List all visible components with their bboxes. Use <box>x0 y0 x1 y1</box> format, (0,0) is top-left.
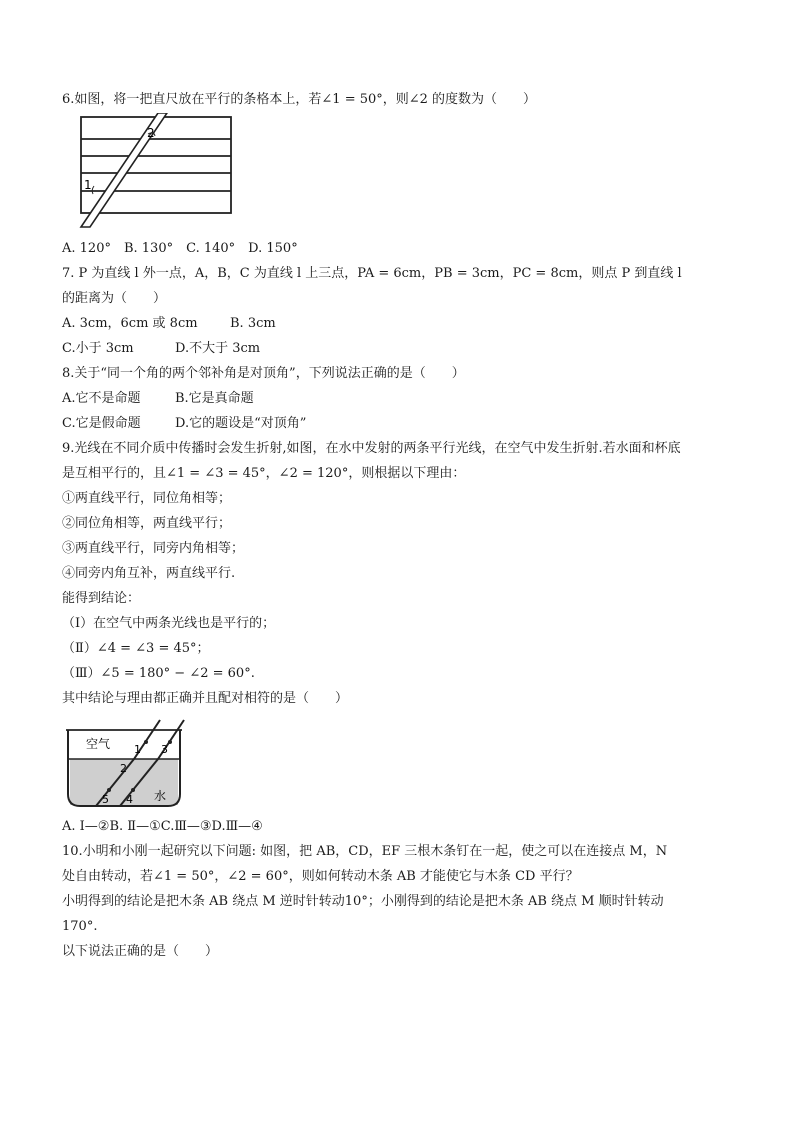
angle-1-label: 1 <box>134 743 141 756</box>
q9-question: 其中结论与理由都正确并且配对相符的是（ ） <box>62 691 349 706</box>
angle-4-label: 4 <box>126 793 133 806</box>
q8-option-b: B.它是真命题 <box>175 391 254 406</box>
air-label: 空气 <box>86 737 111 751</box>
q9-options: A. Ⅰ—②B. Ⅱ—①C.Ⅲ—③D.Ⅲ—④ <box>62 819 263 834</box>
q9-conclusion-1: （Ⅰ）在空气中两条光线也是平行的； <box>62 616 276 631</box>
angle-5-label: 5 <box>102 793 109 806</box>
q9-reason-3: ③两直线平行，同旁内角相等； <box>62 541 245 556</box>
angle-2-label: 2 <box>147 126 155 140</box>
q10-stem-line2: 处自由转动，若∠1 = 50°，∠2 = 60°，则如何转动木条 AB 才能使它与木条 CD 平行？ <box>62 869 579 884</box>
q7-option-d: D.不大于 3cm <box>175 341 261 356</box>
ray-right-dot <box>131 788 135 792</box>
q7-stem-line2: 的距离为（ ） <box>62 291 167 306</box>
q10-stem-line3: 小明得到的结论是把木条 AB 绕点 M 逆时针转动10°；小刚得到的结论是把木条 AB 绕点 M 顺时针转动 <box>62 894 664 909</box>
q9-stem-line2: 是互相平行的，且∠1 = ∠3 = 45°，∠2 = 120°，则根据以下理由： <box>62 466 466 481</box>
q6-options: A. 120° B. 130° C. 140° D. 150° <box>62 241 298 256</box>
water-label: 水 <box>154 789 167 803</box>
q9-stem-line1: 9.光线在不同介质中传播时会发生折射,如图，在水中发射的两条平行光线，在空气中发生折射.若水面和杯底 <box>62 441 681 456</box>
q7-option-a: A. 3cm，6cm 或 8cm <box>62 316 198 331</box>
angle-2-label: 2 <box>120 762 127 775</box>
q8-option-c: C.它是假命题 <box>62 416 141 431</box>
q9-conclusion-2: （Ⅱ）∠4 = ∠3 = 45°； <box>62 641 210 656</box>
q9-refraction-figure <box>62 716 192 811</box>
q8-option-a: A.它不是命题 <box>62 391 141 406</box>
q10-stem-line1: 10.小明和小刚一起研究以下问题: 如图，把 AB，CD，EF 三根木条钉在一起，使之可以在连接点 M，N <box>62 844 668 859</box>
q10-question: 以下说法正确的是（ ） <box>62 944 219 959</box>
ray-right-air-dot <box>168 740 172 744</box>
q9-reason-2: ②同位角相等，两直线平行； <box>62 516 232 531</box>
q7-option-b: B. 3cm <box>230 316 276 331</box>
angle-1-label: 1 <box>84 178 92 192</box>
q9-conclusion-intro: 能得到结论： <box>62 591 141 606</box>
q9-reason-1: ①两直线平行，同位角相等； <box>62 491 232 506</box>
angle-3-label: 3 <box>161 743 168 756</box>
q9-reason-4: ④同旁内角互补，两直线平行. <box>62 566 236 581</box>
q7-option-c: C.小于 3cm <box>62 341 134 356</box>
q7-stem-line1: 7. P 为直线 l 外一点，A，B，C 为直线 l 上三点，PA = 6cm，PB = 3cm，PC = 8cm，则点 P 到直线 l <box>62 266 682 281</box>
ray-left-air-dot <box>144 740 148 744</box>
q9-conclusion-3: （Ⅲ）∠5 = 180° − ∠2 = 60°. <box>62 666 255 681</box>
q8-option-d: D.它的题设是“对顶角” <box>175 416 307 431</box>
ray-left-dot <box>107 788 111 792</box>
q6-stem: 6.如图，将一把直尺放在平行的条格本上，若∠1 = 50°，则∠2 的度数为（ ） <box>62 92 537 107</box>
q6-ruler-figure <box>78 113 238 228</box>
q10-stem-line4: 170°. <box>62 919 98 934</box>
q8-stem: 8.关于“同一个角的两个邻补角是对顶角”，下列说法正确的是（ ） <box>62 366 465 381</box>
